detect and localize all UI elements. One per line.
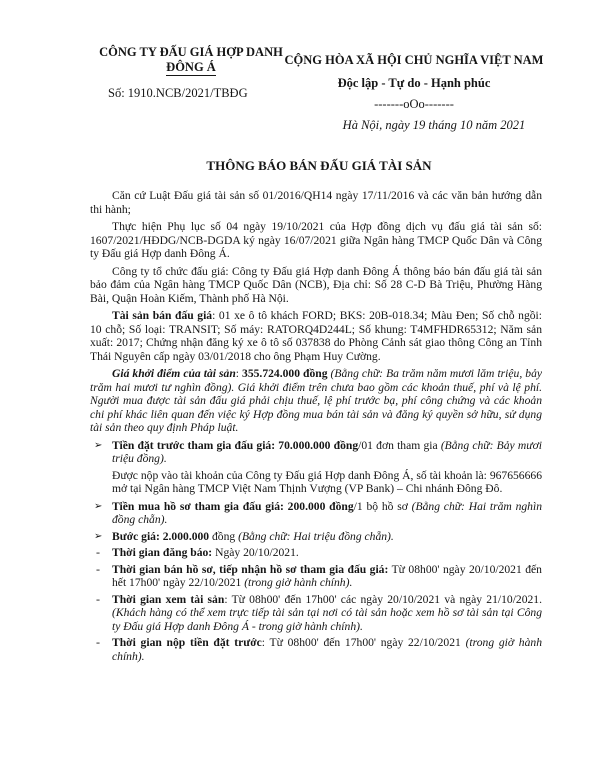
document-number: Số: 1910.NCB/2021/TBĐG [108, 86, 248, 100]
document-title: THÔNG BÁO BÁN ĐẤU GIÁ TÀI SẢN [206, 158, 432, 173]
announcement-text: Ngày 20/10/2021. [212, 546, 299, 559]
organization-name: CÔNG TY ĐẤU GIÁ HỢP DANH [99, 45, 283, 59]
header-separator: -------oOo------- [374, 97, 454, 111]
deposit-payment-text: : Từ 08h00' đến 17h00' ngày 22/10/2021 [261, 636, 466, 649]
national-motto: Độc lập - Tự do - Hạnh phúc [337, 76, 491, 90]
deposit-item [90, 439, 542, 466]
dossier-note-italic: (Bằng chữ: Hai trăm nghìn đồng chẵn). [112, 499, 542, 526]
nation-name: CỘNG HÒA XÃ HỘI CHỦ NGHĨA VIỆT NAM [284, 53, 544, 67]
asset-label: Tài sản bán đấu giá [112, 309, 213, 322]
asset-viewing-label: Thời gian xem tài sản [112, 592, 225, 606]
deposit-label: Tiền đặt trước tham gia đấu giá: 70.000.000 đồng [112, 438, 359, 452]
announcement-label: Thời gian đăng báo: [112, 546, 213, 559]
starting-price-value: 355.724.000 đồng [242, 367, 328, 380]
organization-header [96, 44, 286, 101]
national-header [284, 52, 544, 133]
price-step-item [90, 530, 542, 544]
document-body [90, 189, 542, 666]
dash-bullet-icon: - [96, 561, 100, 576]
dossier-sale-note-italic: (trong giờ hành chính). [244, 576, 353, 589]
arrow-bullet-icon: ➢ [94, 500, 103, 512]
announcement-item [90, 546, 542, 560]
deposit-payment-note-italic: (trong giờ hành chính). [112, 636, 542, 663]
price-step-text: đồng [209, 529, 239, 543]
starting-price-note: (Bằng chữ: Ba trăm năm mươi lăm triệu, bảy trăm hai mươi tư nghìn đồng). Giá khởi điểm trên chưa bao gồm các khoản thuế, phí và lệ phí. Người mua được tài sản đấu giá phải chịu thuế, lệ phí trước bạ, phí công chứng và các khoản chi phí khác liên quan đến việc ký Hợp đồng mua bán tài sản và đăng ký quyền sở hữu, sử dụng tài sản theo quy định Pháp luật. [90, 367, 543, 434]
dossier-sale-item [90, 563, 542, 590]
deposit-text: /01 đơn tham gia [358, 438, 441, 452]
asset-viewing-note-italic: (Khách hàng có thể xem trực tiếp tài sản tại nơi có tài sản hoặc xem hồ sơ tài sản tại Công ty Đấu giá Hợp danh Đông Á - trong giờ hành chính). [112, 606, 542, 633]
asset-viewing-item [90, 593, 542, 634]
deposit-payment-label: Thời gian nộp tiền đặt trước [112, 636, 262, 649]
starting-price-label: Giá khởi điểm của tài sản [112, 367, 236, 380]
document-date: Hà Nội, ngày 19 tháng 10 năm 2021 [342, 118, 526, 132]
organizer-paragraph: Công ty tổ chức đấu giá: Công ty Đấu giá Hợp danh Đông Á thông báo bán đấu giá tài sản bảo đảm của Ngân hàng TMCP Quốc Dân (NCB), Địa chỉ: Số 28 C-D Bà Triệu, Phường Hàng Bài, Quận Hoàn Kiếm, Thành phố Hà Nội. [90, 264, 542, 305]
asset-paragraph [90, 309, 542, 363]
dash-bullet-icon: - [96, 635, 100, 649]
price-step-label: Bước giá: 2.000.000 [112, 529, 210, 543]
starting-price-paragraph [90, 367, 542, 435]
dossier-item [90, 500, 542, 527]
dash-bullet-icon: - [96, 545, 100, 559]
deposit-account-note: Được nộp vào tài khoản của Công ty Đấu giá Hợp danh Đông Á, số tài khoản là: 967656666 mở tại Ngân hàng TMCP Việt Nam Thịnh Vượng (VP Bank) – Chi nhánh Đông Đô. [112, 468, 542, 495]
dossier-sale-text: Từ 08h00' ngày 20/10/2021 đến hết 17h00' ngày 22/10/2021 [112, 562, 542, 589]
asset-viewing-text: : Từ 08h00' đến 17h00' các ngày 20/10/2021 và ngày 21/10/2021. [224, 592, 543, 606]
price-step-note-italic: (Bằng chữ: Hai triệu đồng chẵn). [238, 529, 394, 543]
dossier-text: /1 bộ hồ sơ [353, 499, 412, 513]
dossier-label: Tiền mua hồ sơ tham gia đấu giá: 200.000 đồng [112, 499, 354, 513]
legal-basis-paragraph: Căn cứ Luật Đấu giá tài sản số 01/2016/QH14 ngày 17/11/2016 và các văn bản hướng dẫn thi hành; [90, 189, 542, 216]
contract-paragraph: Thực hiện Phụ lục số 04 ngày 19/10/2021 của Hợp đồng dịch vụ đấu giá tài sản số: 1607/2021/HĐDG/NCB-DGDA ký ngày 16/07/2021 giữa Ngân hàng TMCP Quốc Dân và Công ty Đấu giá Hợp danh Đông Á. [90, 220, 542, 260]
asset-description: : 01 xe ô tô khách FORD; BKS: 20B-018.34; Màu Đen; Số chỗ ngồi: 10 chỗ; Số loại: TRANSIT; Số máy: RATORQ4D244L; Số khung: T4MFHDR65312; Năm sản xuất: 2017; Chứng nhận đăng ký xe ô tô số 037838 do Phòng Cảnh sát giao thông Công an Tỉnh Thái Nguyên cấp ngày 03/01/2018 cho ông Phạm Huy Cường. [90, 309, 542, 363]
organization-name-line2: ĐÔNG Á [166, 60, 216, 74]
starting-price-colon: : [235, 367, 243, 380]
dash-bullet-icon: - [96, 591, 100, 606]
arrow-bullet-icon: ➢ [94, 439, 103, 451]
arrow-bullet-icon: ➢ [94, 530, 103, 542]
deposit-payment-item [90, 636, 542, 663]
deposit-note-italic: (Bằng chữ: Bảy mươi triệu đồng). [112, 438, 542, 465]
dossier-sale-label: Thời gian bán hồ sơ, tiếp nhận hồ sơ tham gia đấu giá: [112, 562, 389, 576]
